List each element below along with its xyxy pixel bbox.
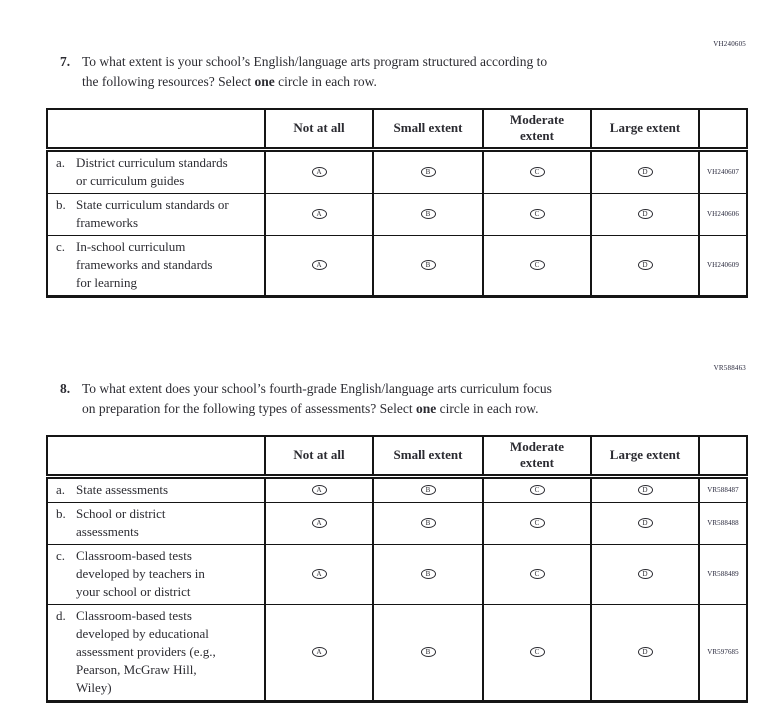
q8c-response-circle-d[interactable]: D — [638, 569, 653, 579]
q8-row-d — [47, 604, 747, 701]
q7-prompt-bold-word: one — [254, 73, 275, 89]
q7c-response-circle-c[interactable]: C — [530, 260, 545, 270]
q8b-response-circle-c[interactable]: C — [530, 518, 545, 528]
q7-question — [60, 52, 547, 91]
q7-row-a-code: VH240607 — [699, 149, 747, 193]
q8d-response-circle-a[interactable]: A — [312, 647, 327, 657]
q8-row-b-label-cell — [47, 502, 265, 544]
q7c-response-circle-d[interactable]: D — [638, 260, 653, 270]
q7b-response-circle-c[interactable]: C — [530, 209, 545, 219]
q7-col-not-at-all: Not at all — [265, 109, 373, 149]
q7b-response-circle-b[interactable]: B — [421, 209, 436, 219]
q7-header-stub — [47, 109, 265, 149]
q8d-response-circle-d[interactable]: D — [638, 647, 653, 657]
q8c-response-circle-a[interactable]: A — [312, 569, 327, 579]
row-letter: c. — [56, 547, 66, 563]
q7-header-row — [47, 109, 747, 149]
row-label: In-school curriculum frameworks and standards for learning — [76, 238, 213, 290]
q8-number: 8. — [60, 381, 71, 396]
q7-col-moderate-extent — [483, 109, 591, 149]
q8-col-large-extent: Large extent — [591, 436, 699, 476]
q7-row-b-label-cell — [47, 193, 265, 235]
q8-header-stub — [47, 436, 265, 476]
q7a-response-circle-b[interactable]: B — [421, 167, 436, 177]
q7-row-b-code: VH240606 — [699, 193, 747, 235]
q8-row-d-label-cell — [47, 604, 265, 701]
row-label: State assessments — [76, 481, 169, 497]
q8-prompt-line2: on preparation for the following types of assessments? Select — [82, 400, 413, 416]
q8c-response-circle-c[interactable]: C — [530, 569, 545, 579]
q8-response-table — [46, 435, 748, 703]
q8-header-row — [47, 436, 747, 476]
q8-row-a-code: VR588487 — [699, 476, 747, 502]
row-label: Classroom-based tests developed by educational assessment providers (e.g., Pearson, McGraw Hill, Wiley) — [76, 607, 216, 695]
q7-row-c-label-cell — [47, 235, 265, 296]
q8c-response-circle-b[interactable]: B — [421, 569, 436, 579]
q8-header-code-col — [699, 436, 747, 476]
q8-prompt — [82, 379, 552, 418]
q8-row-d-code: VR597685 — [699, 604, 747, 701]
q7-col-large-extent: Large extent — [591, 109, 699, 149]
q7c-response-circle-a[interactable]: A — [312, 260, 327, 270]
q8a-response-circle-c[interactable]: C — [530, 485, 545, 495]
q8-col-moderate-extent — [483, 436, 591, 476]
q8-row-c-label-cell — [47, 544, 265, 604]
q7b-response-circle-a[interactable]: A — [312, 209, 327, 219]
q7-prompt-line1: To what extent is your school’s English/language arts program structured according to — [82, 54, 548, 69]
q8d-response-circle-c[interactable]: C — [530, 647, 545, 657]
q7-number: 7. — [60, 54, 71, 69]
q8a-response-circle-b[interactable]: B — [421, 485, 436, 495]
row-label: School or district assessments — [76, 505, 166, 539]
q8b-response-circle-a[interactable]: A — [312, 518, 327, 528]
q8-row-b-code: VR588488 — [699, 502, 747, 544]
q7c-response-circle-b[interactable]: B — [421, 260, 436, 270]
q7-response-table — [46, 108, 748, 298]
q8-col-not-at-all: Not at all — [265, 436, 373, 476]
row-label: Classroom-based tests developed by teachers in your school or district — [76, 547, 205, 599]
q7-row-a-label-cell — [47, 149, 265, 193]
q8-question — [60, 379, 552, 418]
q7-form-code: VH240605 — [713, 40, 746, 48]
q8b-response-circle-b[interactable]: B — [421, 518, 436, 528]
q7-col-moderate-extent-label: Moderate extent — [509, 112, 565, 144]
row-letter: d. — [56, 607, 66, 623]
row-letter: a. — [56, 481, 66, 497]
q7-col-small-extent: Small extent — [373, 109, 483, 149]
q8-row-c — [47, 544, 747, 604]
q7-header-code-col — [699, 109, 747, 149]
q7-row-c — [47, 235, 747, 296]
q7-prompt — [82, 52, 547, 91]
q8-row-c-code: VR588489 — [699, 544, 747, 604]
q8d-response-circle-b[interactable]: B — [421, 647, 436, 657]
q8a-response-circle-a[interactable]: A — [312, 485, 327, 495]
q7-prompt-line2: the following resources? Select — [82, 73, 252, 89]
row-letter: b. — [56, 505, 66, 521]
q8-col-moderate-extent-label: Moderate extent — [509, 439, 565, 471]
q7-row-c-code: VH240609 — [699, 235, 747, 296]
q8-col-small-extent: Small extent — [373, 436, 483, 476]
q7a-response-circle-d[interactable]: D — [638, 167, 653, 177]
q8-row-b — [47, 502, 747, 544]
row-letter: a. — [56, 154, 66, 170]
q7a-response-circle-a[interactable]: A — [312, 167, 327, 177]
q8-form-code: VR588463 — [713, 364, 746, 372]
row-label: State curriculum standards or frameworks — [76, 196, 229, 230]
q8-row-a-label-cell — [47, 476, 265, 502]
q8-prompt-bold-word: one — [416, 400, 437, 416]
row-letter: b. — [56, 196, 66, 212]
q8-prompt-line2-end: circle in each row. — [439, 400, 539, 416]
q7-prompt-line2-end: circle in each row. — [278, 73, 377, 89]
q8-row-a — [47, 476, 747, 502]
q7a-response-circle-c[interactable]: C — [530, 167, 545, 177]
q7-row-b — [47, 193, 747, 235]
q8b-response-circle-d[interactable]: D — [638, 518, 653, 528]
q7-row-a — [47, 149, 747, 193]
row-label: District curriculum standards or curriculum guides — [76, 154, 228, 188]
q8a-response-circle-d[interactable]: D — [638, 485, 653, 495]
q8-prompt-line1: To what extent does your school’s fourth-grade English/language arts curriculum focus — [82, 381, 552, 396]
q7b-response-circle-d[interactable]: D — [638, 209, 653, 219]
row-letter: c. — [56, 238, 66, 254]
